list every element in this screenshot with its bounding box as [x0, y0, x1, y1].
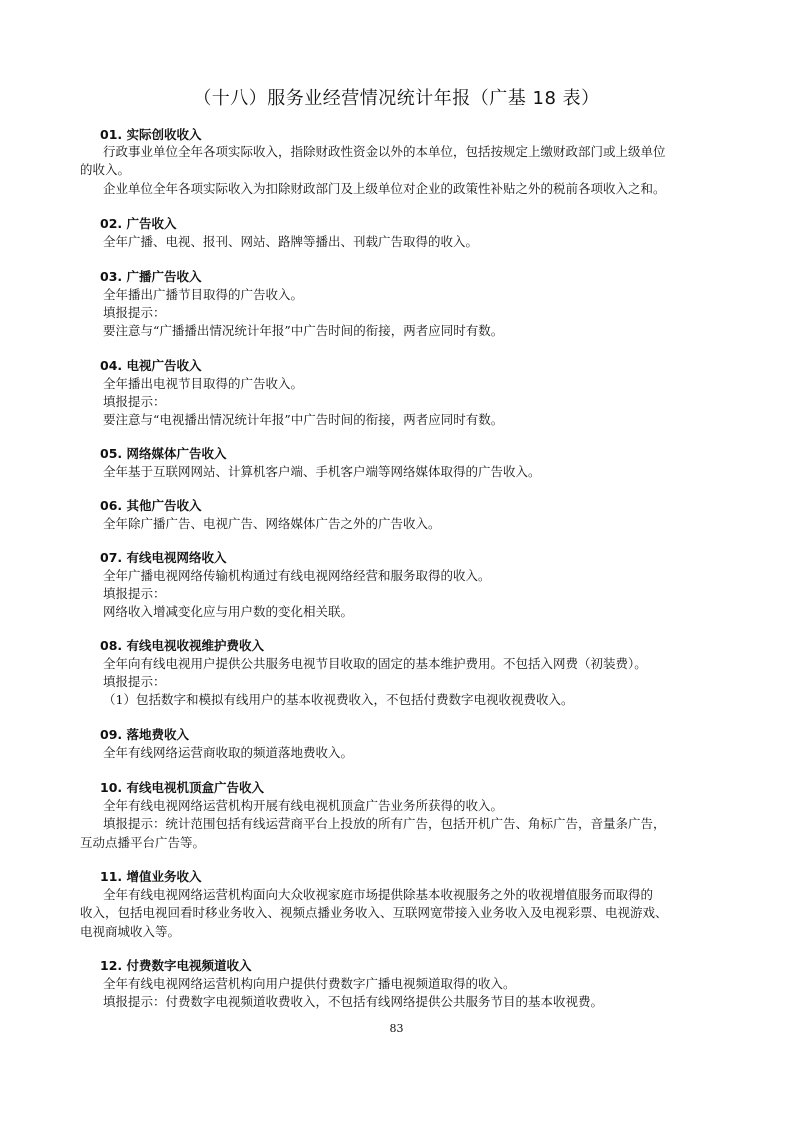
body-text: 网络收入增减变化应与用户数的变化相关联。	[103, 604, 354, 619]
page-number: 83	[389, 1022, 404, 1035]
section-heading: 06. 其他广告收入	[100, 498, 202, 513]
section-heading: 07. 有线电视网络收入	[100, 550, 227, 565]
body-text: 全年向有线电视用户提供公共服务电视节目收取的固定的基本维护费用。不包括入网费（初装费）。	[103, 656, 647, 671]
body-text: 全年除广播广告、电视广告、网络媒体广告之外的广告收入。	[103, 516, 441, 531]
body-text: 全年有线电视网络运营机构开展有线电视机顶盒广告业务所获得的收入。	[103, 798, 504, 813]
section-heading: 12. 付费数字电视频道收入	[100, 958, 252, 973]
body-text: 行政事业单位全年各项实际收入，指除财政性资金以外的本单位，包括按规定上缴财政部门或上级单位	[103, 144, 666, 159]
body-text: 要注意与“广播播出情况统计年报”中广告时间的衔接，两者应同时有数。	[103, 323, 504, 338]
body-text: 填报提示：	[103, 394, 166, 409]
section-heading: 08. 有线电视收视维护费收入	[100, 638, 264, 653]
body-text: （1）包括数字和模拟有线用户的基本收视费收入，不包括付费数字电视收视费收入。	[103, 692, 574, 707]
section-heading: 03. 广播广告收入	[100, 269, 202, 284]
body-text: 要注意与“电视播出情况统计年报”中广告时间的衔接，两者应同时有数。	[103, 412, 504, 427]
section-heading: 04. 电视广告收入	[100, 358, 202, 373]
body-text: 收入，包括电视回看时移业务收入、视频点播业务收入、互联网宽带接入业务收入及电视彩票、电视游戏、	[80, 905, 668, 920]
section-heading: 09. 落地费收入	[100, 727, 189, 742]
body-text: 互动点播平台广告等。	[80, 835, 206, 850]
body-text: 全年广播电视网络传输机构通过有线电视网络经营和服务取得的收入。	[103, 568, 491, 583]
section-heading: 11. 增值业务收入	[100, 869, 202, 884]
section-heading: 10. 有线电视机顶盒广告收入	[100, 780, 264, 795]
body-text: 全年有线电视网络运营机构面向大众收视家庭市场提供除基本收视服务之外的收视增值服务而取得的	[103, 887, 654, 902]
body-text: 全年有线网络运营商收取的频道落地费收入。	[103, 745, 354, 760]
body-text: 全年播出电视节目取得的广告收入。	[103, 376, 304, 391]
page-title: （十八）服务业经营情况统计年报（广基 18 表）	[193, 88, 600, 109]
section-heading: 01. 实际创收收入	[100, 127, 202, 142]
body-text: 填报提示：统计范围包括有线运营商平台上投放的所有广告，包括开机广告、角标广告，音量条广告，	[103, 816, 666, 831]
body-text: 全年广播、电视、报刊、网站、路牌等播出、刊载广告取得的收入。	[103, 234, 479, 249]
body-text: 电视商城收入等。	[80, 924, 181, 939]
body-text: 企业单位全年各项实际收入为扣除财政部门及上级单位对企业的政策性补贴之外的税前各项收入之和。	[103, 181, 666, 196]
body-text: 全年播出广播节目取得的广告收入。	[103, 287, 304, 302]
body-text: 的收入。	[80, 162, 131, 177]
section-heading: 05. 网络媒体广告收入	[100, 446, 227, 461]
section-heading: 02. 广告收入	[100, 216, 177, 231]
body-text: 填报提示：	[103, 586, 166, 601]
body-text: 填报提示：付费数字电视频道收费收入，不包括有线网络提供公共服务节目的基本收视费。	[103, 994, 604, 1009]
body-text: 填报提示：	[103, 305, 166, 320]
body-text: 填报提示：	[103, 674, 166, 689]
body-text: 全年基于互联网网站、计算机客户端、手机客户端等网络媒体取得的广告收入。	[103, 464, 541, 479]
body-text: 全年有线电视网络运营机构向用户提供付费数字广播电视频道取得的收入。	[103, 976, 516, 991]
